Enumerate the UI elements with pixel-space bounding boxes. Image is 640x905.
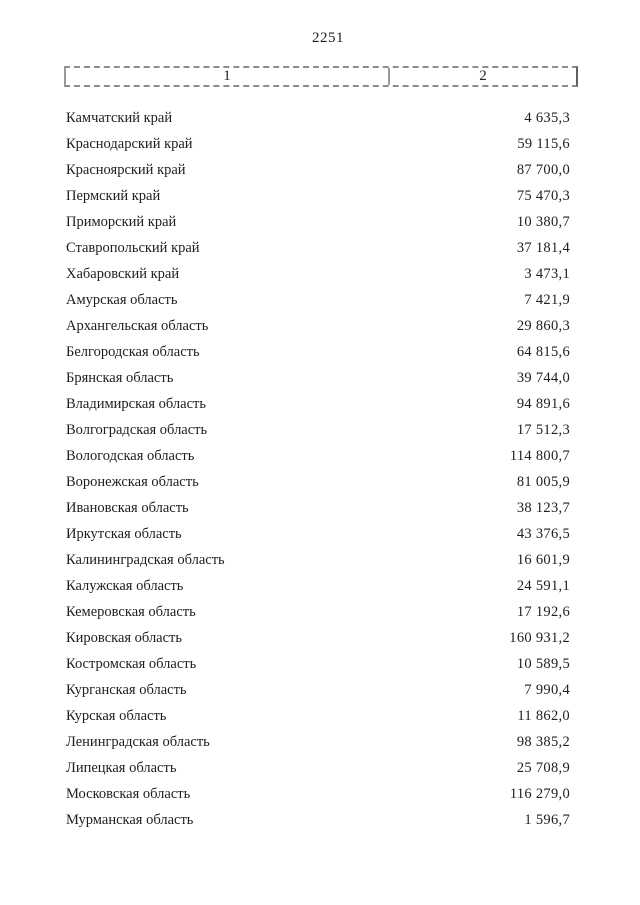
region-name: Краснодарский край	[66, 136, 193, 152]
table-row	[66, 313, 570, 339]
table-row	[66, 625, 570, 651]
table-row	[66, 677, 570, 703]
region-name: Кемеровская область	[66, 604, 196, 620]
table-row	[66, 573, 570, 599]
region-name: Ленинградская область	[66, 734, 210, 750]
table-row	[66, 807, 570, 833]
table-row	[66, 521, 570, 547]
region-name: Московская область	[66, 786, 191, 802]
region-value: 38 123,7	[516, 500, 570, 516]
table-row	[66, 157, 570, 183]
region-name: Калужская область	[66, 578, 184, 594]
region-name: Пермский край	[66, 188, 161, 204]
region-value: 43 376,5	[516, 526, 570, 542]
region-value: 10 380,7	[516, 214, 570, 230]
table-row	[66, 703, 570, 729]
table-row	[66, 729, 570, 755]
region-name: Иркутская область	[66, 526, 182, 542]
region-value: 24 591,1	[516, 578, 570, 594]
region-value: 37 181,4	[516, 240, 570, 256]
table-row	[66, 131, 570, 157]
region-value: 1 596,7	[524, 812, 570, 828]
region-value: 39 744,0	[516, 370, 570, 386]
region-name: Брянская область	[66, 370, 174, 386]
region-name: Вологодская область	[66, 448, 195, 464]
table-row	[66, 495, 570, 521]
region-value: 3 473,1	[524, 266, 570, 282]
table-row	[66, 287, 570, 313]
region-name: Архангельская область	[66, 318, 209, 334]
table-row	[66, 391, 570, 417]
region-name: Красноярский край	[66, 162, 186, 178]
region-name: Ставропольский край	[66, 240, 200, 256]
table-row	[66, 365, 570, 391]
region-value: 4 635,3	[524, 110, 570, 126]
region-name: Приморский край	[66, 214, 177, 230]
region-value: 25 708,9	[516, 760, 570, 776]
region-value: 11 862,0	[517, 708, 570, 724]
region-value: 114 800,7	[509, 448, 570, 464]
table-row	[66, 183, 570, 209]
region-value: 64 815,6	[516, 344, 570, 360]
region-name: Камчатский край	[66, 110, 173, 126]
table-row	[66, 339, 570, 365]
table-row	[66, 755, 570, 781]
table-row	[66, 599, 570, 625]
table-row	[66, 781, 570, 807]
region-name: Амурская область	[66, 292, 178, 308]
region-value: 17 512,3	[516, 422, 570, 438]
region-name: Кировская область	[66, 630, 183, 646]
table-row	[66, 209, 570, 235]
region-name: Белгородская область	[66, 344, 200, 360]
column-header-1: 1	[66, 68, 390, 85]
region-value: 10 589,5	[516, 656, 570, 672]
region-value: 17 192,6	[516, 604, 570, 620]
region-value: 75 470,3	[516, 188, 570, 204]
table-row	[66, 443, 570, 469]
page-number: 2251	[312, 30, 344, 46]
region-name: Ивановская область	[66, 500, 189, 516]
region-name: Мурманская область	[66, 812, 194, 828]
region-name: Костромская область	[66, 656, 197, 672]
region-value: 29 860,3	[516, 318, 570, 334]
table-row	[66, 417, 570, 443]
region-name: Курганская область	[66, 682, 187, 698]
table-row	[66, 547, 570, 573]
table-row	[66, 651, 570, 677]
table-row	[66, 235, 570, 261]
region-name: Воронежская область	[66, 474, 199, 490]
region-value: 59 115,6	[517, 136, 570, 152]
region-name: Волгоградская область	[66, 422, 208, 438]
column-header-table	[64, 66, 578, 87]
region-name: Калининградская область	[66, 552, 225, 568]
region-table-body	[66, 105, 570, 833]
region-value: 160 931,2	[509, 630, 570, 646]
region-name: Курская область	[66, 708, 167, 724]
table-row	[66, 261, 570, 287]
table-row	[66, 469, 570, 495]
region-value: 16 601,9	[516, 552, 570, 568]
region-value: 81 005,9	[516, 474, 570, 490]
region-value: 116 279,0	[509, 786, 570, 802]
region-value: 87 700,0	[516, 162, 570, 178]
region-name: Владимирская область	[66, 396, 206, 412]
region-value: 7 990,4	[524, 682, 570, 698]
region-value: 7 421,9	[524, 292, 570, 308]
table-row	[66, 105, 570, 131]
region-name: Липецкая область	[66, 760, 177, 776]
region-value: 98 385,2	[516, 734, 570, 750]
region-value: 94 891,6	[516, 396, 570, 412]
column-header-2: 2	[479, 68, 487, 84]
region-name: Хабаровский край	[66, 266, 180, 282]
